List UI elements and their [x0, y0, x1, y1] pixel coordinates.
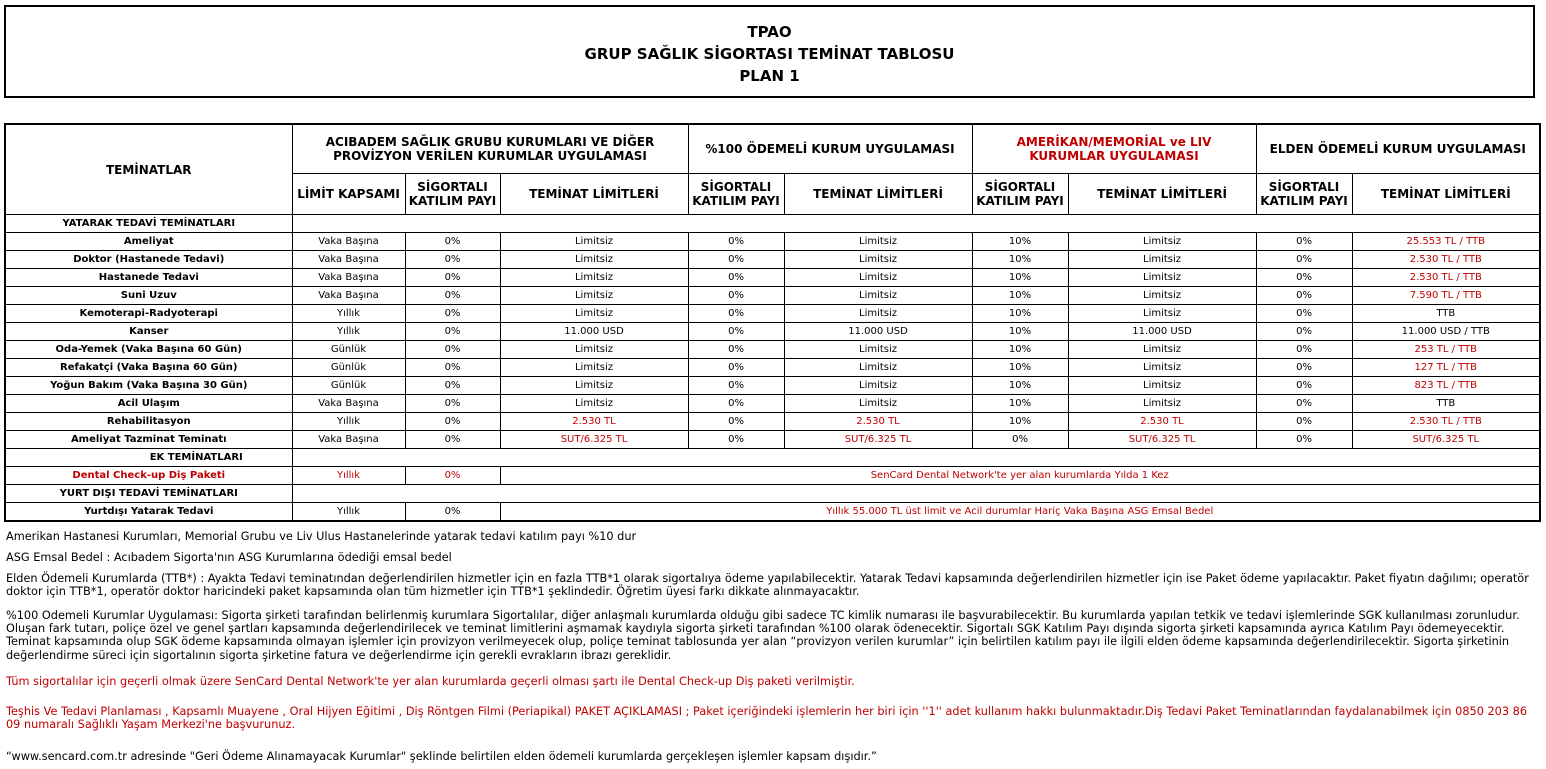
- cell-limit-2: Limitsiz: [784, 305, 972, 323]
- yurtdisi-text: Yıllık 55.000 TL üst limit ve Acil durumlar Hariç Vaka Başına ASG Emsal Bedel: [500, 503, 1540, 522]
- section-ek-empty: [292, 449, 1540, 467]
- cell-katilim-1: 0%: [405, 431, 500, 449]
- header-teminat-limitleri-4: TEMİNAT LİMİTLERİ: [1352, 174, 1540, 215]
- row-name: Kanser: [5, 323, 292, 341]
- cell-limit-4: 25.553 TL / TTB: [1352, 233, 1540, 251]
- cell-katilim-2: 0%: [688, 251, 784, 269]
- cell-katilim-3: 10%: [972, 359, 1068, 377]
- dental-row: [5, 467, 1540, 485]
- cell-kapsam: Günlük: [292, 359, 405, 377]
- cell-kapsam: Vaka Başına: [292, 269, 405, 287]
- cell-limit-1: Limitsiz: [500, 377, 688, 395]
- cell-limit-2: 11.000 USD: [784, 323, 972, 341]
- cell-limit-4: 2.530 TL / TTB: [1352, 413, 1540, 431]
- dental-text: SenCard Dental Network'te yer alan kurumlarda Yılda 1 Kez: [500, 467, 1540, 485]
- title-box: [4, 5, 1535, 98]
- table-row: [5, 305, 1540, 323]
- cell-katilim-2: 0%: [688, 395, 784, 413]
- row-name: Oda-Yemek (Vaka Başına 60 Gün): [5, 341, 292, 359]
- cell-limit-2: SUT/6.325 TL: [784, 431, 972, 449]
- cell-limit-3: 2.530 TL: [1068, 413, 1256, 431]
- cell-limit-3: SUT/6.325 TL: [1068, 431, 1256, 449]
- cell-limit-1: SUT/6.325 TL: [500, 431, 688, 449]
- section-ek: EK TEMİNATLARI: [5, 449, 292, 467]
- cell-limit-4: SUT/6.325 TL: [1352, 431, 1540, 449]
- cell-katilim-3: 10%: [972, 305, 1068, 323]
- cell-limit-2: Limitsiz: [784, 359, 972, 377]
- cell-katilim-1: 0%: [405, 377, 500, 395]
- table-row: [5, 233, 1540, 251]
- cell-limit-2: Limitsiz: [784, 341, 972, 359]
- dental-name: Dental Check-up Diş Paketi: [5, 467, 292, 485]
- cell-limit-4: 2.530 TL / TTB: [1352, 269, 1540, 287]
- section-yurtdisi: YURT DIŞI TEDAVİ TEMİNATLARI: [5, 485, 292, 503]
- cell-katilim-1: 0%: [405, 395, 500, 413]
- table-row: [5, 269, 1540, 287]
- cell-katilim-1: 0%: [405, 233, 500, 251]
- cell-katilim-1: 0%: [405, 251, 500, 269]
- header-teminatlar: TEMİNATLAR: [5, 124, 292, 215]
- header-teminat-limitleri-1: TEMİNAT LİMİTLERİ: [500, 174, 688, 215]
- cell-limit-1: Limitsiz: [500, 359, 688, 377]
- cell-katilim-2: 0%: [688, 431, 784, 449]
- table-row: [5, 431, 1540, 449]
- cell-kapsam: Günlük: [292, 341, 405, 359]
- note-paket: Teşhis Ve Tedavi Planlaması , Kapsamlı Muayene , Oral Hijyen Eğitimi , Diş Röntgen Filmi (Periapikal) PAKET AÇIKLAMASI ; Paket içeriğindeki işlemlerin her biri için ''1'' adet kullanım hakkı bulunmaktadır.Diş Tedavi Paket Teminatlarından faydalanabilmek için 0850 203 86 09 numaralı Sağlıklı Yaşam Merkezi'ne başvurunuz.: [6, 705, 1528, 732]
- dental-katilim: 0%: [405, 467, 500, 485]
- cell-katilim-2: 0%: [688, 305, 784, 323]
- cell-katilim-3: 10%: [972, 377, 1068, 395]
- cell-katilim-3: 10%: [972, 341, 1068, 359]
- row-name: Hastanede Tedavi: [5, 269, 292, 287]
- cell-limit-4: 2.530 TL / TTB: [1352, 251, 1540, 269]
- cell-katilim-4: 0%: [1256, 269, 1352, 287]
- cell-katilim-1: 0%: [405, 287, 500, 305]
- cell-limit-4: 7.590 TL / TTB: [1352, 287, 1540, 305]
- cell-kapsam: Yıllık: [292, 305, 405, 323]
- cell-katilim-2: 0%: [688, 233, 784, 251]
- cell-limit-4: TTB: [1352, 395, 1540, 413]
- header-teminat-limitleri-3: TEMİNAT LİMİTLERİ: [1068, 174, 1256, 215]
- cell-katilim-4: 0%: [1256, 251, 1352, 269]
- cell-kapsam: Yıllık: [292, 323, 405, 341]
- yurtdisi-name: Yurtdışı Yatarak Tedavi: [5, 503, 292, 522]
- cell-katilim-1: 0%: [405, 323, 500, 341]
- row-name: Acil Ulaşım: [5, 395, 292, 413]
- cell-limit-1: Limitsiz: [500, 233, 688, 251]
- row-name: Ameliyat Tazminat Teminatı: [5, 431, 292, 449]
- cell-limit-4: 127 TL / TTB: [1352, 359, 1540, 377]
- header-katilim-payi-4: SİGORTALI KATILIM PAYI: [1256, 174, 1352, 215]
- cell-katilim-1: 0%: [405, 269, 500, 287]
- row-name: Rehabilitasyon: [5, 413, 292, 431]
- section-yurtdisi-empty: [292, 485, 1540, 503]
- cell-limit-3: Limitsiz: [1068, 233, 1256, 251]
- cell-katilim-4: 0%: [1256, 377, 1352, 395]
- note-1: Amerikan Hastanesi Kurumları, Memorial Grubu ve Liv Ulus Hastanelerinde yatarak tedavi katılım payı %10 dur: [6, 530, 637, 543]
- cell-katilim-2: 0%: [688, 359, 784, 377]
- cell-katilim-2: 0%: [688, 287, 784, 305]
- cell-limit-2: Limitsiz: [784, 287, 972, 305]
- cell-limit-1: 2.530 TL: [500, 413, 688, 431]
- cell-katilim-3: 10%: [972, 395, 1068, 413]
- table-row: [5, 413, 1540, 431]
- note-asg: ASG Emsal Bedel : Acıbadem Sigorta'nın ASG Kurumlarına ödediği emsal bedel: [6, 551, 452, 564]
- cell-limit-2: Limitsiz: [784, 251, 972, 269]
- cell-limit-3: Limitsiz: [1068, 251, 1256, 269]
- cell-katilim-4: 0%: [1256, 341, 1352, 359]
- cell-limit-3: Limitsiz: [1068, 395, 1256, 413]
- header-group-elden: ELDEN ÖDEMELİ KURUM UYGULAMASI: [1256, 124, 1540, 174]
- cell-limit-3: Limitsiz: [1068, 359, 1256, 377]
- cell-katilim-3: 10%: [972, 251, 1068, 269]
- cell-katilim-4: 0%: [1256, 395, 1352, 413]
- table-row: [5, 251, 1540, 269]
- cell-limit-3: Limitsiz: [1068, 341, 1256, 359]
- cell-katilim-3: 10%: [972, 413, 1068, 431]
- cell-katilim-1: 0%: [405, 359, 500, 377]
- cell-katilim-4: 0%: [1256, 287, 1352, 305]
- cell-katilim-4: 0%: [1256, 431, 1352, 449]
- note-yuzde-yuz: %100 Odemeli Kurumlar Uygulaması: Sigorta şirketi tarafından belirlenmiş kurumlara Sigortalılar, diğer anlaşmalı kurumlarda olduğu gibi sadece TC kimlik numarası ile başvurabilecektir. Bu kurumlarda yapılan tetkik ve tedavi işlemlerinde SGK kullanılması zorunludur. Oluşan fark tutarı, poliçe özel ve genel şartları kapsamında değerlendirilecek ve teminat limitlerini aşmamak kaydıyla sigorta şirketi tarafından %100 olarak ödenecektir. Sigortalı SGK Katılım Payı dışında sigorta şirketi kapsamında ayrıca Katılım Payı ödemeyecektir. Teminat kapsamında olup SGK ödeme kapsamında olmayan işlemler için provizyon verilmeyecek olup, poliçe teminat tablosunda yer alan “provizyon verilen kurumlar” için belirtilen katılım payı ile ilgili elden ödeme kapsamında değerlendirilecektir. Sigorta şirketinin değerlendirme süreci için sigortalının sigorta şirketine fatura ve değerlendirme için gerekli evrakların ibrazı gereklidir.: [6, 609, 1520, 662]
- cell-katilim-3: 10%: [972, 233, 1068, 251]
- cell-limit-1: Limitsiz: [500, 305, 688, 323]
- note-dental: Tüm sigortalılar için geçerli olmak üzere SenCard Dental Network'te yer alan kurumlarda geçerli olması şartı ile Dental Check-up Diş paketi verilmiştir.: [6, 675, 855, 688]
- cell-katilim-2: 0%: [688, 341, 784, 359]
- header-group-yuzde-yuz: %100 ÖDEMELİ KURUM UYGULAMASI: [688, 124, 972, 174]
- cell-katilim-2: 0%: [688, 413, 784, 431]
- section-yatarak-empty: [292, 215, 1540, 233]
- cell-limit-1: Limitsiz: [500, 269, 688, 287]
- title-line-1: TPAO: [747, 23, 792, 41]
- header-limit-kapsami: LİMİT KAPSAMI: [292, 174, 405, 215]
- table-row: [5, 341, 1540, 359]
- yurtdisi-kapsam: Yıllık: [292, 503, 405, 522]
- title-line-3: PLAN 1: [739, 67, 800, 85]
- cell-limit-2: 2.530 TL: [784, 413, 972, 431]
- cell-katilim-3: 0%: [972, 431, 1068, 449]
- header-group-amerikan: AMERİKAN/MEMORİAL ve LIV KURUMLAR UYGULAMASI: [972, 124, 1256, 174]
- cell-katilim-3: 10%: [972, 323, 1068, 341]
- cell-katilim-2: 0%: [688, 377, 784, 395]
- dental-kapsam: Yıllık: [292, 467, 405, 485]
- yurtdisi-row: [5, 503, 1540, 522]
- cell-katilim-4: 0%: [1256, 233, 1352, 251]
- cell-katilim-4: 0%: [1256, 359, 1352, 377]
- cell-limit-2: Limitsiz: [784, 377, 972, 395]
- cell-limit-1: Limitsiz: [500, 251, 688, 269]
- cell-limit-1: 11.000 USD: [500, 323, 688, 341]
- table-row: [5, 377, 1540, 395]
- header-katilim-payi-2: SİGORTALI KATILIM PAYI: [688, 174, 784, 215]
- cell-kapsam: Günlük: [292, 377, 405, 395]
- row-name: Yoğun Bakım (Vaka Başına 30 Gün): [5, 377, 292, 395]
- cell-kapsam: Vaka Başına: [292, 251, 405, 269]
- table-row: [5, 395, 1540, 413]
- cell-katilim-1: 0%: [405, 341, 500, 359]
- cell-limit-4: 11.000 USD / TTB: [1352, 323, 1540, 341]
- section-yatarak: YATARAK TEDAVİ TEMİNATLARI: [5, 215, 292, 233]
- cell-limit-3: Limitsiz: [1068, 305, 1256, 323]
- cell-limit-1: Limitsiz: [500, 395, 688, 413]
- row-name: Kemoterapi-Radyoterapi: [5, 305, 292, 323]
- cell-katilim-4: 0%: [1256, 413, 1352, 431]
- header-teminat-limitleri-2: TEMİNAT LİMİTLERİ: [784, 174, 972, 215]
- cell-limit-3: Limitsiz: [1068, 269, 1256, 287]
- cell-limit-3: Limitsiz: [1068, 287, 1256, 305]
- cell-kapsam: Vaka Başına: [292, 431, 405, 449]
- header-group-acibadem: ACIBADEM SAĞLIK GRUBU KURUMLARI VE DİĞER PROVİZYON VERİLEN KURUMLAR UYGULAMASI: [292, 124, 688, 174]
- cell-limit-4: 823 TL / TTB: [1352, 377, 1540, 395]
- header-katilim-payi-1: SİGORTALI KATILIM PAYI: [405, 174, 500, 215]
- title-line-2: GRUP SAĞLIK SİGORTASI TEMİNAT TABLOSU: [584, 45, 955, 63]
- cell-limit-2: Limitsiz: [784, 269, 972, 287]
- row-name: Doktor (Hastanede Tedavi): [5, 251, 292, 269]
- note-sencard: “www.sencard.com.tr adresinde "Geri Ödeme Alınamayacak Kurumlar" şeklinde belirtilen elden ödemeli kurumlarda gerçekleşen işlemler kapsam dışıdır.”: [6, 750, 877, 763]
- cell-katilim-3: 10%: [972, 269, 1068, 287]
- table-row: [5, 323, 1540, 341]
- table-row: [5, 359, 1540, 377]
- header-katilim-payi-3: SİGORTALI KATILIM PAYI: [972, 174, 1068, 215]
- table-row: [5, 287, 1540, 305]
- cell-kapsam: Vaka Başına: [292, 287, 405, 305]
- cell-katilim-2: 0%: [688, 269, 784, 287]
- cell-limit-4: TTB: [1352, 305, 1540, 323]
- cell-kapsam: Vaka Başına: [292, 395, 405, 413]
- cell-katilim-2: 0%: [688, 323, 784, 341]
- cell-limit-1: Limitsiz: [500, 341, 688, 359]
- cell-kapsam: Vaka Başına: [292, 233, 405, 251]
- coverage-table: [4, 123, 1541, 522]
- cell-limit-1: Limitsiz: [500, 287, 688, 305]
- yurtdisi-katilim: 0%: [405, 503, 500, 522]
- cell-limit-4: 253 TL / TTB: [1352, 341, 1540, 359]
- cell-limit-2: Limitsiz: [784, 233, 972, 251]
- cell-katilim-1: 0%: [405, 413, 500, 431]
- cell-katilim-4: 0%: [1256, 323, 1352, 341]
- cell-kapsam: Yıllık: [292, 413, 405, 431]
- cell-limit-3: 11.000 USD: [1068, 323, 1256, 341]
- cell-limit-3: Limitsiz: [1068, 377, 1256, 395]
- note-elden: Elden Ödemeli Kurumlarda (TTB*) : Ayakta Tedavi teminatından değerlendirilen hizmetler için en fazla TTB*1 olarak sigortalıya ödeme yapılabilecektir. Yatarak Tedavi kapsamında değerlendirilen hizmetler için ise Paket ödeme yapılacaktır. Paket fiyatın dağılımı; operatör doktor için TTB*1, operatör doktor haricindeki paket kapsamında olan tüm hizmetler için TTB*1 şeklindedir. Öğretim üyesi farkı dikkate alınmayacaktır.: [6, 572, 1529, 599]
- cell-katilim-4: 0%: [1256, 305, 1352, 323]
- row-name: Refakatçi (Vaka Başına 60 Gün): [5, 359, 292, 377]
- cell-katilim-1: 0%: [405, 305, 500, 323]
- row-name: Suni Uzuv: [5, 287, 292, 305]
- cell-katilim-3: 10%: [972, 287, 1068, 305]
- cell-limit-2: Limitsiz: [784, 395, 972, 413]
- row-name: Ameliyat: [5, 233, 292, 251]
